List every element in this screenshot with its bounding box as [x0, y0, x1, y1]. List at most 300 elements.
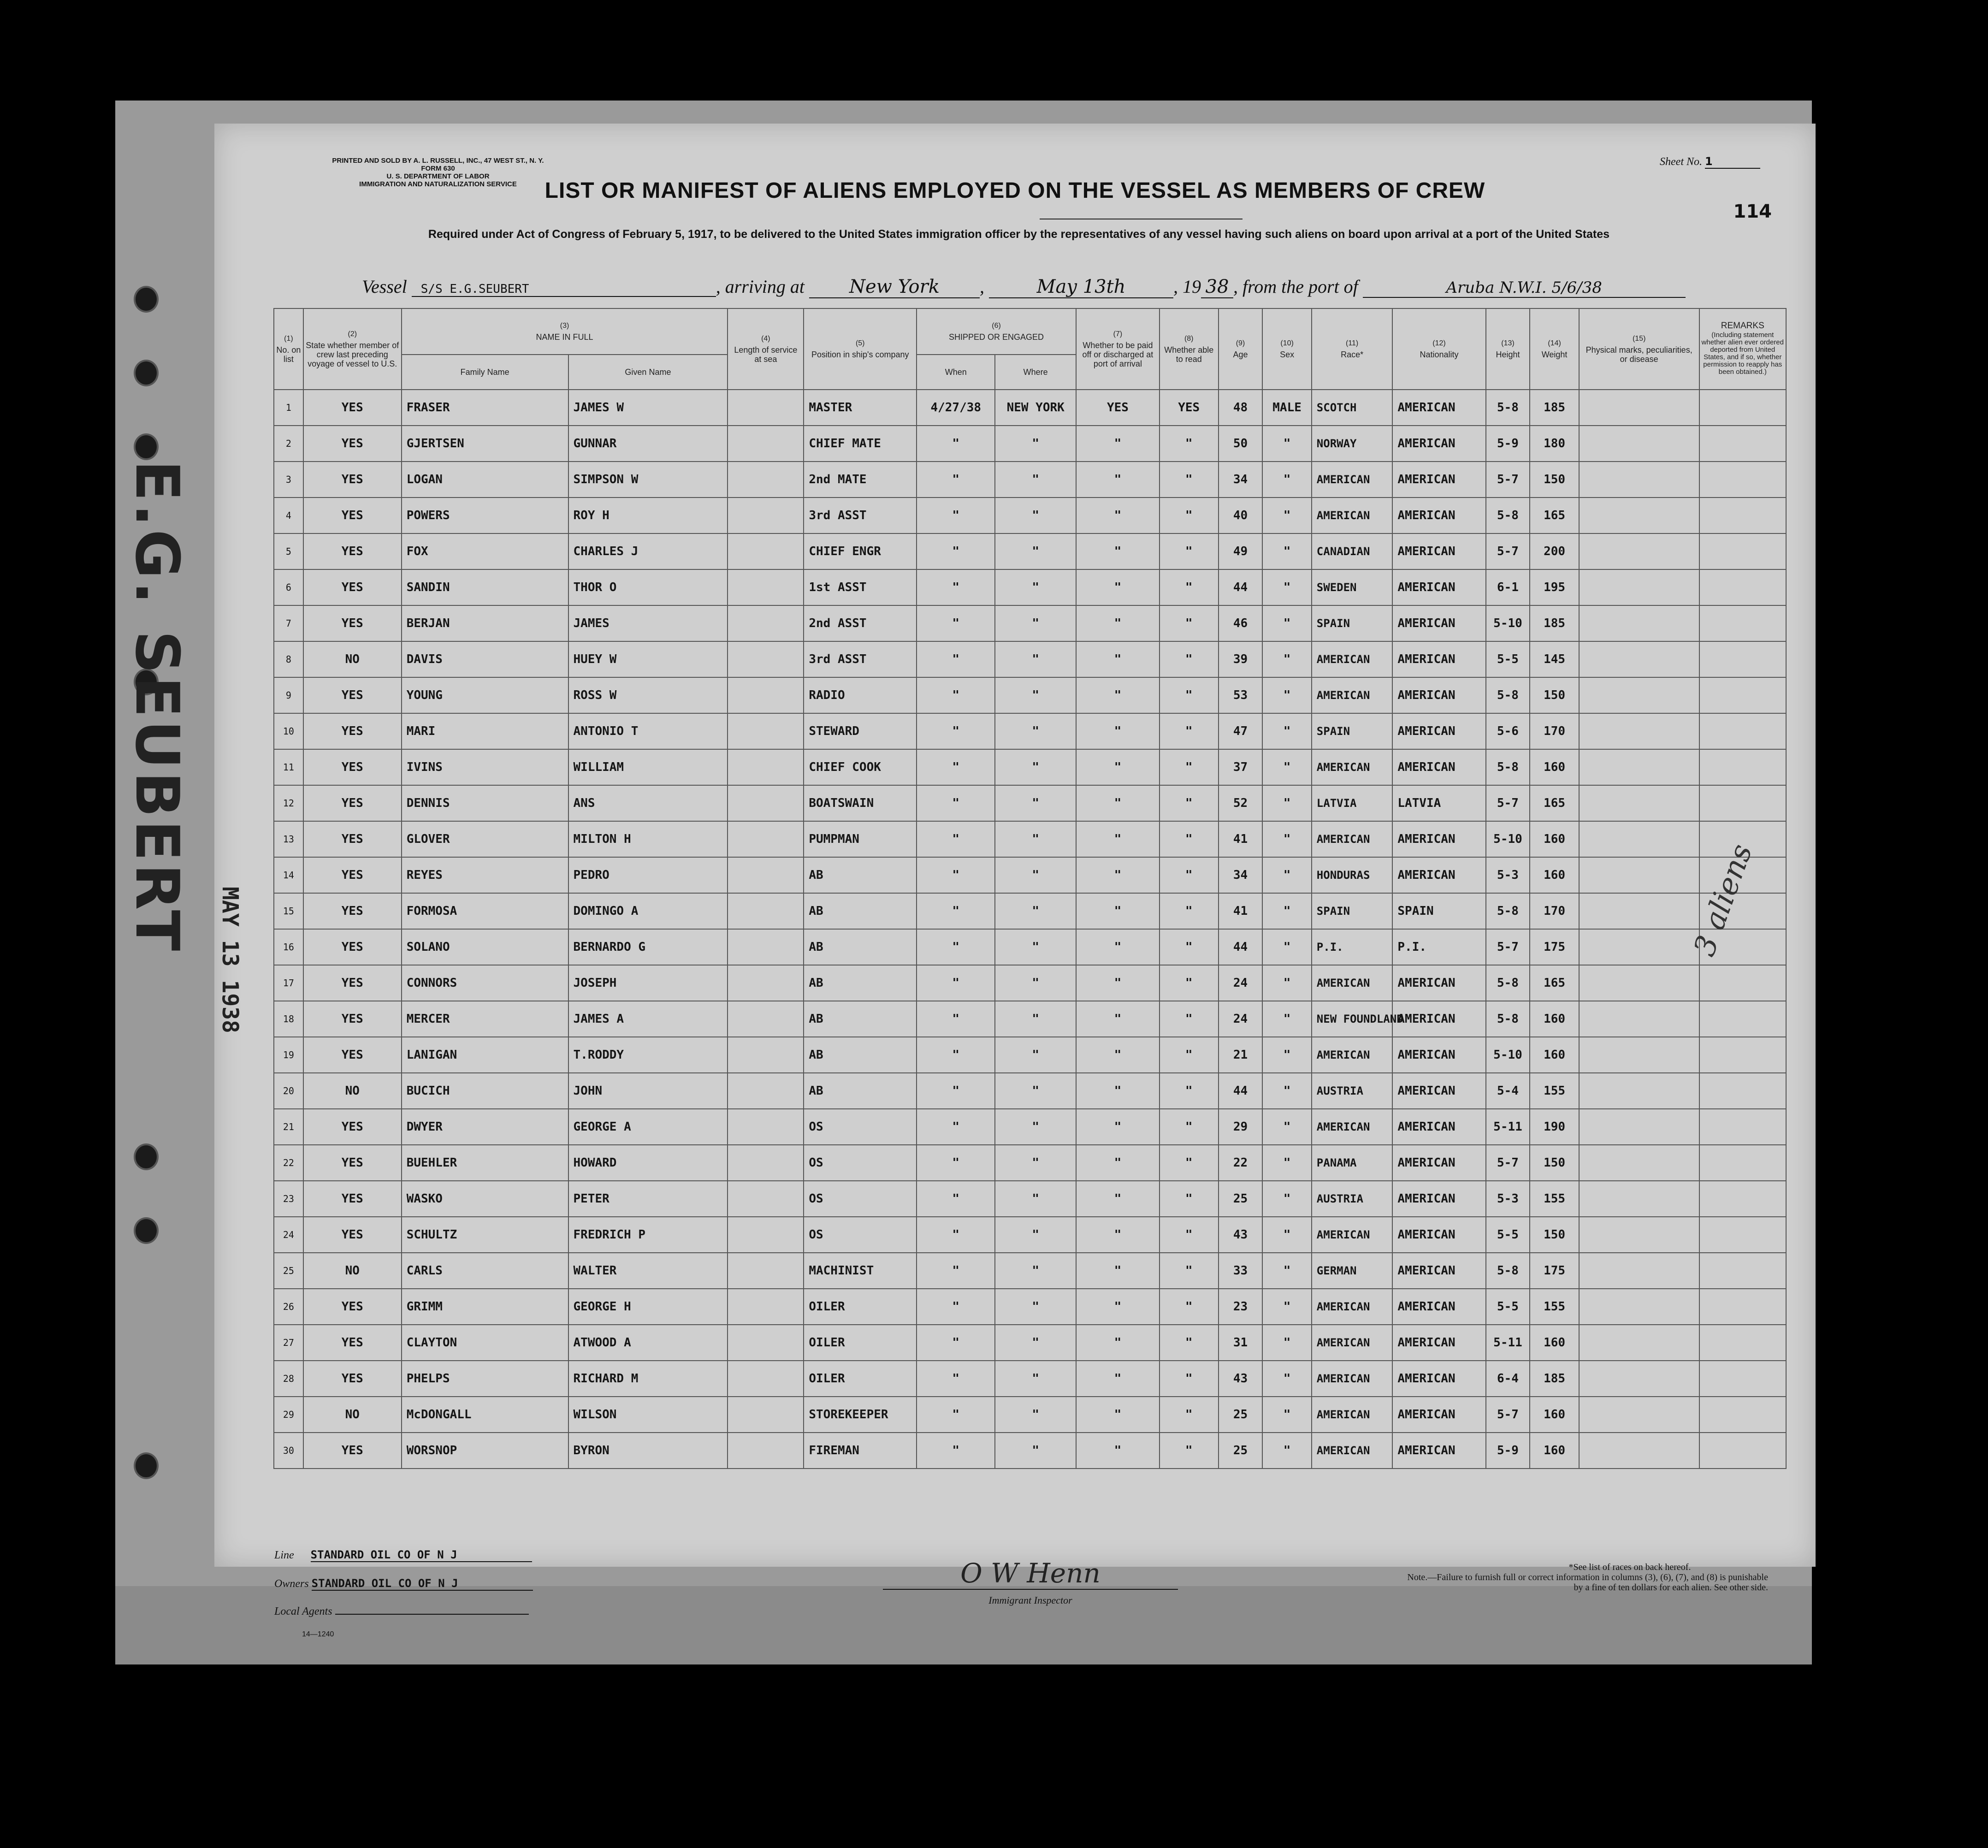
cell-age: 49 — [1219, 533, 1263, 569]
col-no-header: (1) No. on list — [274, 308, 303, 390]
cell-family-name: MARI — [402, 713, 568, 749]
cell-able-to-read: " — [1160, 1325, 1219, 1361]
cell-position: AB — [804, 929, 917, 965]
table-row — [274, 821, 1786, 857]
cell-position: BOATSWAIN — [804, 785, 917, 821]
inspector-signature: O W Henn — [883, 1558, 1178, 1590]
cell-shipped-where: " — [995, 1397, 1076, 1433]
cell-nationality: AMERICAN — [1392, 1397, 1485, 1433]
cell-shipped-where: " — [995, 1109, 1076, 1145]
cell-given-name: JAMES W — [568, 390, 728, 426]
cell-family-name: IVINS — [402, 749, 568, 785]
col-sex-header: (10) Sex — [1262, 308, 1311, 390]
cell-family-name: WASKO — [402, 1181, 568, 1217]
cell-family-name: FOX — [402, 533, 568, 569]
cell-service-length — [728, 893, 804, 929]
cell-shipped-where: " — [995, 1145, 1076, 1181]
cell-given-name: THOR O — [568, 569, 728, 605]
cell-given-name: GEORGE H — [568, 1289, 728, 1325]
cell-row-number: 25 — [274, 1253, 303, 1289]
cell-remarks — [1699, 749, 1786, 785]
cell-able-to-read: " — [1160, 929, 1219, 965]
table-row — [274, 1001, 1786, 1037]
col-height-header: (13) Height — [1486, 308, 1530, 390]
cell-row-number: 16 — [274, 929, 303, 965]
cell-remarks — [1699, 426, 1786, 462]
cell-nationality: AMERICAN — [1392, 462, 1485, 498]
cell-given-name: HUEY W — [568, 641, 728, 677]
cell-nationality: AMERICAN — [1392, 1145, 1485, 1181]
table-row — [274, 1325, 1786, 1361]
cell-paid-off: " — [1076, 498, 1160, 533]
cell-row-number: 14 — [274, 857, 303, 893]
cell-shipped-where: " — [995, 641, 1076, 677]
cell-race: AMERICAN — [1312, 1289, 1393, 1325]
cell-height: 5-8 — [1486, 677, 1530, 713]
cell-nationality: P.I. — [1392, 929, 1485, 965]
cell-position: CHIEF ENGR — [804, 533, 917, 569]
cell-shipped-when: " — [917, 462, 995, 498]
cell-height: 5-6 — [1486, 713, 1530, 749]
table-row — [274, 1037, 1786, 1073]
cell-able-to-read: " — [1160, 857, 1219, 893]
cell-given-name: PEDRO — [568, 857, 728, 893]
cell-age: 53 — [1219, 677, 1263, 713]
cell-sex: " — [1262, 1433, 1311, 1469]
cell-family-name: MERCER — [402, 1001, 568, 1037]
cell-row-number: 12 — [274, 785, 303, 821]
col-prev-voyage-header: (2) State whether member of crew last preceding voyage of vessel to U.S. — [303, 308, 402, 390]
cell-race: AMERICAN — [1312, 1325, 1393, 1361]
cell-height: 5-10 — [1486, 1037, 1530, 1073]
cell-weight: 155 — [1530, 1073, 1579, 1109]
cell-paid-off: " — [1076, 965, 1160, 1001]
cell-shipped-where: " — [995, 713, 1076, 749]
footer-notes — [1399, 1562, 1768, 1593]
cell-physical-marks — [1579, 1289, 1699, 1325]
cell-physical-marks — [1579, 857, 1699, 893]
cell-remarks — [1699, 1073, 1786, 1109]
cell-height: 5-7 — [1486, 785, 1530, 821]
cell-sex: " — [1262, 785, 1311, 821]
cell-position: OS — [804, 1181, 917, 1217]
table-row — [274, 1289, 1786, 1325]
table-row — [274, 569, 1786, 605]
table-row — [274, 965, 1786, 1001]
cell-weight: 165 — [1530, 785, 1579, 821]
cell-given-name: WILLIAM — [568, 749, 728, 785]
cell-row-number: 11 — [274, 749, 303, 785]
cell-race: AMERICAN — [1312, 1361, 1393, 1397]
cell-family-name: FRASER — [402, 390, 568, 426]
cell-position: MACHINIST — [804, 1253, 917, 1289]
cell-row-number: 1 — [274, 390, 303, 426]
cell-age: 50 — [1219, 426, 1263, 462]
cell-service-length — [728, 1325, 804, 1361]
table-row — [274, 785, 1786, 821]
cell-family-name: BUCICH — [402, 1073, 568, 1109]
local-agents-field — [274, 1605, 529, 1618]
cell-weight: 160 — [1530, 1001, 1579, 1037]
cell-paid-off: " — [1076, 1397, 1160, 1433]
cell-position: 3rd ASST — [804, 498, 917, 533]
cell-able-to-read: " — [1160, 533, 1219, 569]
cell-nationality: AMERICAN — [1392, 533, 1485, 569]
cell-weight: 165 — [1530, 965, 1579, 1001]
cell-sex: " — [1262, 713, 1311, 749]
cell-shipped-when: " — [917, 1433, 995, 1469]
table-row — [274, 1109, 1786, 1145]
cell-race: SWEDEN — [1312, 569, 1393, 605]
cell-prev-voyage: YES — [303, 1181, 402, 1217]
year-prefix: , 19 — [1173, 276, 1201, 297]
cell-race: AMERICAN — [1312, 1433, 1393, 1469]
table-row — [274, 1145, 1786, 1181]
table-row — [274, 1361, 1786, 1397]
cell-race: AMERICAN — [1312, 1109, 1393, 1145]
cell-shipped-where: " — [995, 965, 1076, 1001]
cell-row-number: 15 — [274, 893, 303, 929]
cell-nationality: AMERICAN — [1392, 1361, 1485, 1397]
owners-field — [274, 1577, 533, 1591]
cell-shipped-where: " — [995, 1361, 1076, 1397]
cell-weight: 150 — [1530, 462, 1579, 498]
cell-position: OILER — [804, 1289, 917, 1325]
cell-remarks — [1699, 1361, 1786, 1397]
cell-prev-voyage: NO — [303, 1073, 402, 1109]
cell-row-number: 18 — [274, 1001, 303, 1037]
cell-weight: 195 — [1530, 569, 1579, 605]
form-number: FORM 630 — [421, 165, 455, 172]
cell-weight: 150 — [1530, 1145, 1579, 1181]
sheet-label: Sheet No. — [1660, 156, 1702, 168]
cell-physical-marks — [1579, 498, 1699, 533]
binder-hole — [134, 1452, 159, 1479]
cell-row-number: 13 — [274, 821, 303, 857]
sheet-value: 1 — [1705, 155, 1760, 169]
document-subtitle: Required under Act of Congress of February 5, 1917, to be delivered to the United States immigration officer by the representatives of any vessel having such aliens on board upon arrival at a port of the United States — [428, 228, 1610, 241]
cell-sex: MALE — [1262, 390, 1311, 426]
cell-position: OS — [804, 1109, 917, 1145]
table-row — [274, 605, 1786, 641]
cell-remarks — [1699, 1109, 1786, 1145]
cell-weight: 170 — [1530, 893, 1579, 929]
cell-height: 6-1 — [1486, 569, 1530, 605]
cell-able-to-read: " — [1160, 1181, 1219, 1217]
cell-able-to-read: " — [1160, 1109, 1219, 1145]
cell-position: 2nd MATE — [804, 462, 917, 498]
cell-able-to-read: " — [1160, 785, 1219, 821]
cell-shipped-when: " — [917, 965, 995, 1001]
cell-able-to-read: " — [1160, 641, 1219, 677]
cell-weight: 170 — [1530, 713, 1579, 749]
cell-family-name: BERJAN — [402, 605, 568, 641]
cell-shipped-when: " — [917, 713, 995, 749]
cell-shipped-when: " — [917, 857, 995, 893]
cell-height: 5-10 — [1486, 821, 1530, 857]
cell-physical-marks — [1579, 1397, 1699, 1433]
cell-height: 5-11 — [1486, 1109, 1530, 1145]
cell-shipped-when: " — [917, 785, 995, 821]
cell-position: AB — [804, 965, 917, 1001]
cell-physical-marks — [1579, 929, 1699, 965]
cell-prev-voyage: YES — [303, 1325, 402, 1361]
cell-shipped-when: " — [917, 1253, 995, 1289]
cell-height: 5-3 — [1486, 857, 1530, 893]
cell-shipped-when: " — [917, 426, 995, 462]
cell-paid-off: " — [1076, 929, 1160, 965]
cell-given-name: MILTON H — [568, 821, 728, 857]
cell-remarks — [1699, 1397, 1786, 1433]
cell-service-length — [728, 605, 804, 641]
cell-race: NORWAY — [1312, 426, 1393, 462]
cell-family-name: REYES — [402, 857, 568, 893]
cell-weight: 150 — [1530, 1217, 1579, 1253]
cell-remarks — [1699, 1001, 1786, 1037]
page-number: 114 — [1733, 201, 1772, 222]
cell-physical-marks — [1579, 785, 1699, 821]
table-row — [274, 390, 1786, 426]
cell-remarks — [1699, 390, 1786, 426]
cell-nationality: AMERICAN — [1392, 749, 1485, 785]
cell-given-name: FREDRICH P — [568, 1217, 728, 1253]
cell-shipped-when: " — [917, 1397, 995, 1433]
cell-position: PUMPMAN — [804, 821, 917, 857]
cell-physical-marks — [1579, 1253, 1699, 1289]
cell-family-name: CARLS — [402, 1253, 568, 1289]
binder-hole — [134, 286, 159, 313]
cell-weight: 175 — [1530, 1253, 1579, 1289]
cell-prev-voyage: NO — [303, 1397, 402, 1433]
arrival-port: New York — [809, 276, 980, 298]
cell-given-name: PETER — [568, 1181, 728, 1217]
cell-physical-marks — [1579, 1145, 1699, 1181]
cell-remarks — [1699, 1325, 1786, 1361]
owners-label: Owners — [274, 1578, 309, 1590]
cell-shipped-where: " — [995, 785, 1076, 821]
col-age-header: (9) Age — [1219, 308, 1263, 390]
cell-row-number: 3 — [274, 462, 303, 498]
crew-manifest-table — [273, 308, 1787, 1469]
cell-given-name: RICHARD M — [568, 1361, 728, 1397]
cell-prev-voyage: YES — [303, 1433, 402, 1469]
cell-race: AMERICAN — [1312, 462, 1393, 498]
cell-sex: " — [1262, 1109, 1311, 1145]
cell-sex: " — [1262, 462, 1311, 498]
cell-sex: " — [1262, 1073, 1311, 1109]
cell-race: AMERICAN — [1312, 749, 1393, 785]
cell-weight: 185 — [1530, 605, 1579, 641]
local-agents-label: Local Agents — [274, 1605, 332, 1617]
cell-shipped-when: " — [917, 821, 995, 857]
cell-nationality: SPAIN — [1392, 893, 1485, 929]
cell-weight: 155 — [1530, 1181, 1579, 1217]
cell-nationality: AMERICAN — [1392, 821, 1485, 857]
cell-row-number: 20 — [274, 1073, 303, 1109]
cell-shipped-when: " — [917, 1073, 995, 1109]
cell-age: 33 — [1219, 1253, 1263, 1289]
cell-family-name: McDONGALL — [402, 1397, 568, 1433]
cell-height: 5-4 — [1486, 1073, 1530, 1109]
cell-age: 22 — [1219, 1145, 1263, 1181]
table-row — [274, 1253, 1786, 1289]
cell-row-number: 30 — [274, 1433, 303, 1469]
cell-row-number: 22 — [274, 1145, 303, 1181]
cell-remarks — [1699, 677, 1786, 713]
cell-service-length — [728, 1181, 804, 1217]
cell-paid-off: " — [1076, 1289, 1160, 1325]
cell-age: 44 — [1219, 929, 1263, 965]
cell-physical-marks — [1579, 1325, 1699, 1361]
cell-sex: " — [1262, 1361, 1311, 1397]
cell-given-name: GUNNAR — [568, 426, 728, 462]
cell-given-name: T.RODDY — [568, 1037, 728, 1073]
col-service-length-header: (4) Length of service at sea — [728, 308, 804, 390]
cell-nationality: AMERICAN — [1392, 1253, 1485, 1289]
cell-shipped-where: " — [995, 857, 1076, 893]
cell-row-number: 21 — [274, 1109, 303, 1145]
table-row — [274, 498, 1786, 533]
col-remarks-header: REMARKS (Including statement whether alien ever ordered deported from United States, and if so, whether permission to reapply has been obtained.) — [1699, 308, 1786, 390]
cell-shipped-when: " — [917, 1109, 995, 1145]
cell-able-to-read: " — [1160, 426, 1219, 462]
cell-shipped-when: " — [917, 1217, 995, 1253]
cell-height: 5-8 — [1486, 749, 1530, 785]
cell-remarks — [1699, 1433, 1786, 1469]
cell-weight: 180 — [1530, 426, 1579, 462]
cell-service-length — [728, 965, 804, 1001]
cell-height: 5-9 — [1486, 1433, 1530, 1469]
cell-weight: 175 — [1530, 929, 1579, 965]
cell-given-name: JOSEPH — [568, 965, 728, 1001]
cell-sex: " — [1262, 893, 1311, 929]
cell-shipped-where: " — [995, 462, 1076, 498]
cell-able-to-read: " — [1160, 677, 1219, 713]
cell-race: LATVIA — [1312, 785, 1393, 821]
cell-sex: " — [1262, 641, 1311, 677]
cell-service-length — [728, 1397, 804, 1433]
col-nationality-header: (12) Nationality — [1392, 308, 1485, 390]
cell-height: 5-8 — [1486, 893, 1530, 929]
cell-paid-off: " — [1076, 749, 1160, 785]
cell-height: 5-8 — [1486, 1253, 1530, 1289]
cell-row-number: 9 — [274, 677, 303, 713]
cell-race: AUSTRIA — [1312, 1073, 1393, 1109]
cell-age: 48 — [1219, 390, 1263, 426]
cell-physical-marks — [1579, 1433, 1699, 1469]
cell-paid-off: " — [1076, 677, 1160, 713]
cell-sex: " — [1262, 821, 1311, 857]
cell-paid-off: " — [1076, 713, 1160, 749]
cell-physical-marks — [1579, 1073, 1699, 1109]
cell-family-name: BUEHLER — [402, 1145, 568, 1181]
cell-prev-voyage: YES — [303, 929, 402, 965]
cell-physical-marks — [1579, 1217, 1699, 1253]
binder-hole — [134, 433, 159, 460]
cell-prev-voyage: YES — [303, 785, 402, 821]
cell-able-to-read: " — [1160, 1073, 1219, 1109]
cell-weight: 150 — [1530, 677, 1579, 713]
cell-position: FIREMAN — [804, 1433, 917, 1469]
cell-paid-off: " — [1076, 462, 1160, 498]
line-field — [274, 1548, 532, 1562]
col-when-header: When — [917, 355, 995, 390]
crew-rows — [274, 390, 1786, 1469]
cell-sex: " — [1262, 569, 1311, 605]
cell-shipped-where: " — [995, 1217, 1076, 1253]
cell-remarks — [1699, 965, 1786, 1001]
cell-paid-off: " — [1076, 1145, 1160, 1181]
cell-paid-off: " — [1076, 533, 1160, 569]
cell-race: AMERICAN — [1312, 641, 1393, 677]
cell-nationality: AMERICAN — [1392, 498, 1485, 533]
cell-remarks — [1699, 569, 1786, 605]
cell-nationality: AMERICAN — [1392, 713, 1485, 749]
col-family-name-header: Family Name — [402, 355, 568, 390]
cell-physical-marks — [1579, 1001, 1699, 1037]
cell-shipped-where: " — [995, 1433, 1076, 1469]
cell-shipped-where: " — [995, 1001, 1076, 1037]
col-name-header: (3) NAME IN FULL — [402, 308, 728, 355]
cell-age: 44 — [1219, 1073, 1263, 1109]
cell-age: 25 — [1219, 1433, 1263, 1469]
vessel-name: S/S E.G.SEUBERT — [412, 282, 716, 297]
cell-paid-off: " — [1076, 426, 1160, 462]
cell-age: 34 — [1219, 462, 1263, 498]
cell-sex: " — [1262, 857, 1311, 893]
cell-age: 29 — [1219, 1109, 1263, 1145]
cell-family-name: DAVIS — [402, 641, 568, 677]
cell-service-length — [728, 785, 804, 821]
inspector-label: Immigrant Inspector — [988, 1594, 1072, 1606]
table-row — [274, 893, 1786, 929]
cell-race: AMERICAN — [1312, 965, 1393, 1001]
cell-race: SCOTCH — [1312, 390, 1393, 426]
cell-able-to-read: " — [1160, 1397, 1219, 1433]
cell-paid-off: " — [1076, 785, 1160, 821]
cell-prev-voyage: YES — [303, 749, 402, 785]
cell-paid-off: " — [1076, 1109, 1160, 1145]
cell-row-number: 17 — [274, 965, 303, 1001]
cell-row-number: 4 — [274, 498, 303, 533]
cell-service-length — [728, 713, 804, 749]
cell-able-to-read: YES — [1160, 390, 1219, 426]
cell-weight: 160 — [1530, 749, 1579, 785]
cell-able-to-read: " — [1160, 749, 1219, 785]
cell-given-name: ANTONIO T — [568, 713, 728, 749]
cell-paid-off: YES — [1076, 390, 1160, 426]
cell-shipped-when: " — [917, 569, 995, 605]
table-row — [274, 749, 1786, 785]
cell-race: AMERICAN — [1312, 498, 1393, 533]
cell-paid-off: " — [1076, 641, 1160, 677]
cell-prev-voyage: YES — [303, 857, 402, 893]
cell-shipped-where: " — [995, 929, 1076, 965]
cell-position: OILER — [804, 1361, 917, 1397]
cell-sex: " — [1262, 929, 1311, 965]
cell-height: 5-11 — [1486, 1325, 1530, 1361]
cell-physical-marks — [1579, 821, 1699, 857]
cell-race: HONDURAS — [1312, 857, 1393, 893]
cell-able-to-read: " — [1160, 893, 1219, 929]
cell-row-number: 29 — [274, 1397, 303, 1433]
cell-row-number: 26 — [274, 1289, 303, 1325]
cell-shipped-when: " — [917, 641, 995, 677]
col-where-header: Where — [995, 355, 1076, 390]
cell-sex: " — [1262, 1325, 1311, 1361]
cell-shipped-where: " — [995, 498, 1076, 533]
cell-nationality: AMERICAN — [1392, 1037, 1485, 1073]
